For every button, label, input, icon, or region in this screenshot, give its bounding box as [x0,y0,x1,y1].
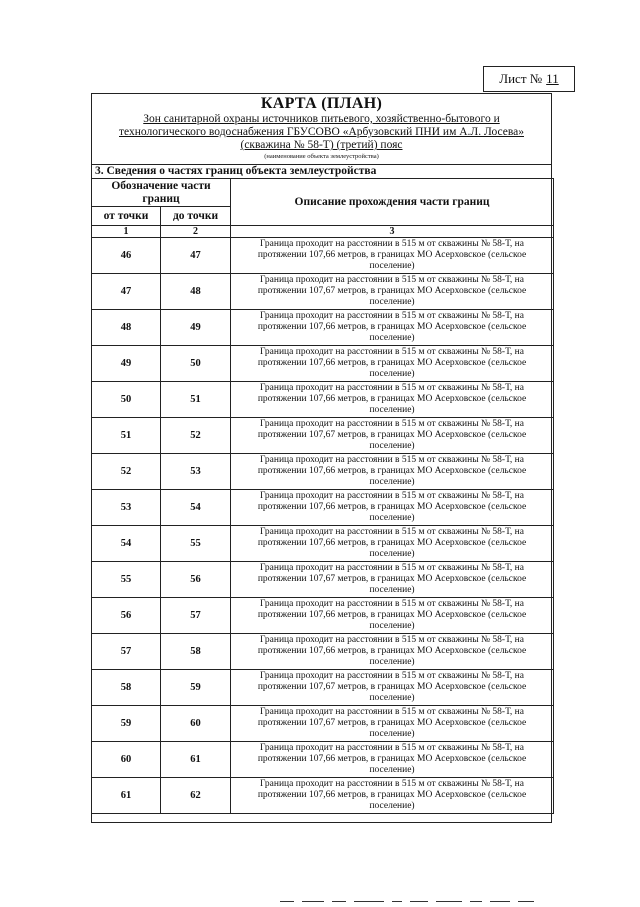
to-point-cell: 57 [161,598,231,634]
description-cell: Граница проходит на расстоянии в 515 м от скважины № 58-Т, на протяжении 107,66 метров, в границах МО Асерховское (сельское поселение) [231,310,554,346]
table-row [92,346,554,382]
description-cell: Граница проходит на расстоянии в 515 м от скважины № 58-Т, на протяжении 107,66 метров, в границах МО Асерховское (сельское поселение) [231,490,554,526]
description-cell: Граница проходит на расстоянии в 515 м от скважины № 58-Т, на протяжении 107,67 метров, в границах МО Асерховское (сельское поселение) [231,670,554,706]
document-title: КАРТА (ПЛАН) [260,95,383,112]
description-header: Описание прохождения части границ [231,179,554,226]
from-point-cell: 46 [92,238,161,274]
table-row [92,706,554,742]
from-point-cell: 50 [92,382,161,418]
table-row [92,274,554,310]
from-point-cell: 48 [92,310,161,346]
column-number-2: 2 [161,226,231,238]
to-point-cell: 50 [161,346,231,382]
description-cell: Граница проходит на расстоянии в 515 м от скважины № 58-Т, на протяжении 107,66 метров, в границах МО Асерховское (сельское поселение) [231,742,554,778]
from-point-cell: 57 [92,634,161,670]
from-point-cell: 51 [92,418,161,454]
group-header: Обозначение части границ [92,179,231,207]
object-name-hint: (наименование объекта землеустройства) [264,153,379,160]
from-point-cell: 58 [92,670,161,706]
to-point-cell: 51 [161,382,231,418]
table-row [92,454,554,490]
to-point-cell: 52 [161,418,231,454]
to-point-cell: 53 [161,454,231,490]
from-point-cell: 52 [92,454,161,490]
table-row [92,490,554,526]
table-row [92,598,554,634]
to-point-cell: 58 [161,634,231,670]
to-point-header: до точки [161,207,231,226]
from-point-cell: 59 [92,706,161,742]
to-point-cell: 62 [161,778,231,814]
description-cell: Граница проходит на расстоянии в 515 м от скважины № 58-Т, на протяжении 107,66 метров, в границах МО Асерховское (сельское поселение) [231,346,554,382]
description-cell: Граница проходит на расстоянии в 515 м от скважины № 58-Т, на протяжении 107,66 метров, в границах МО Асерховское (сельское поселение) [231,238,554,274]
description-cell: Граница проходит на расстоянии в 515 м от скважины № 58-Т, на протяжении 107,67 метров, в границах МО Асерховское (сельское поселение) [231,274,554,310]
description-cell: Граница проходит на расстоянии в 515 м от скважины № 58-Т, на протяжении 107,66 метров, в границах МО Асерховское (сельское поселение) [231,598,554,634]
description-cell: Граница проходит на расстоянии в 515 м от скважины № 58-Т, на протяжении 107,66 метров, в границах МО Асерховское (сельское поселение) [231,454,554,490]
to-point-cell: 48 [161,274,231,310]
title-line-3: (скважина № 58-Т) (третий) пояс [240,139,403,151]
title-line-2: технологического водоснабжения ГБУСОВО «Арбузовский ПНИ им А.Л. Лосева» [119,126,524,138]
to-point-cell: 56 [161,562,231,598]
description-cell: Граница проходит на расстоянии в 515 м от скважины № 58-Т, на протяжении 107,67 метров, в границах МО Асерховское (сельское поселение) [231,706,554,742]
description-cell: Граница проходит на расстоянии в 515 м от скважины № 58-Т, на протяжении 107,66 метров, в границах МО Асерховское (сельское поселение) [231,526,554,562]
sheet-number-box [483,66,575,92]
sheet-label: Лист № [499,71,543,86]
document-header [92,94,551,164]
table-row [92,562,554,598]
to-point-cell: 49 [161,310,231,346]
from-point-header: от точки [92,207,161,226]
table-row [92,382,554,418]
sheet-number: 11 [546,71,559,86]
to-point-cell: 59 [161,670,231,706]
to-point-cell: 61 [161,742,231,778]
from-point-cell: 55 [92,562,161,598]
to-point-cell: 60 [161,706,231,742]
boundary-table [91,178,554,814]
scan-artifact-dashes [280,889,640,893]
description-cell: Граница проходит на расстоянии в 515 м от скважины № 58-Т, на протяжении 107,66 метров, в границах МО Асерховское (сельское поселение) [231,634,554,670]
from-point-cell: 60 [92,742,161,778]
from-point-cell: 53 [92,490,161,526]
table-row [92,742,554,778]
title-line-1: Зон санитарной охраны источников питьевого, хозяйственно-бытового и [143,113,500,125]
description-cell: Граница проходит на расстоянии в 515 м от скважины № 58-Т, на протяжении 107,66 метров, в границах МО Асерховское (сельское поселение) [231,778,554,814]
to-point-cell: 47 [161,238,231,274]
table-row [92,670,554,706]
column-number-1: 1 [92,226,161,238]
to-point-cell: 55 [161,526,231,562]
document-frame [91,93,552,823]
from-point-cell: 49 [92,346,161,382]
from-point-cell: 56 [92,598,161,634]
description-cell: Граница проходит на расстоянии в 515 м от скважины № 58-Т, на протяжении 107,67 метров, в границах МО Асерховское (сельское поселение) [231,562,554,598]
description-cell: Граница проходит на расстоянии в 515 м от скважины № 58-Т, на протяжении 107,66 метров, в границах МО Асерховское (сельское поселение) [231,382,554,418]
section-title: 3. Сведения о частях границ объекта землеустройства [92,164,551,178]
table-row [92,634,554,670]
table-row [92,310,554,346]
column-number-3: 3 [231,226,554,238]
description-cell: Граница проходит на расстоянии в 515 м от скважины № 58-Т, на протяжении 107,67 метров, в границах МО Асерховское (сельское поселение) [231,418,554,454]
table-row [92,418,554,454]
from-point-cell: 54 [92,526,161,562]
table-row [92,778,554,814]
table-row [92,238,554,274]
table-row [92,526,554,562]
from-point-cell: 61 [92,778,161,814]
to-point-cell: 54 [161,490,231,526]
from-point-cell: 47 [92,274,161,310]
